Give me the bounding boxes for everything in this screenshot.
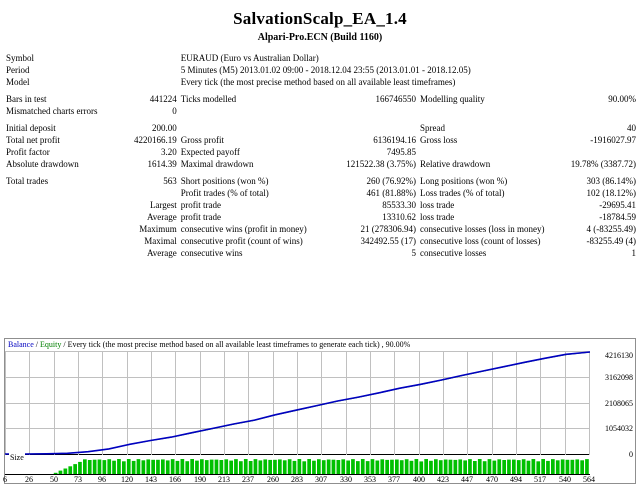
cell: 21 (278306.94) — [360, 224, 417, 234]
chart-plot-area — [5, 351, 590, 455]
table-row — [4, 223, 638, 235]
cell: Average — [146, 212, 177, 222]
cell: consecutive profit (count of wins) — [180, 236, 303, 246]
cell — [418, 105, 546, 117]
table-row — [4, 175, 638, 187]
table-row — [4, 187, 638, 199]
x-tick-label: 26 — [25, 475, 33, 484]
cell: -18784.59 — [599, 212, 636, 222]
cell: 0 — [172, 106, 177, 116]
cell: Loss trades (% of total) — [420, 188, 505, 198]
cell: consecutive wins — [180, 248, 243, 258]
table-row — [4, 64, 638, 76]
cell: 3.20 — [161, 147, 177, 157]
table-row — [4, 158, 638, 170]
table-row — [4, 76, 638, 88]
cell: Absolute drawdown — [6, 159, 79, 169]
cell — [547, 146, 638, 158]
x-tick-label: 307 — [315, 475, 327, 484]
cell: 1614.39 — [147, 159, 177, 169]
cell — [326, 122, 418, 134]
table-row — [4, 211, 638, 223]
x-tick-label: 400 — [413, 475, 425, 484]
x-tick-label: 330 — [340, 475, 352, 484]
y-tick-label: 2108065 — [605, 399, 633, 408]
cell: 102 (18.12%) — [586, 188, 636, 198]
cell: consecutive losses (loss in money) — [420, 224, 545, 234]
x-tick-label: 213 — [218, 475, 230, 484]
table-row — [4, 146, 638, 158]
y-tick-label: 1054032 — [605, 424, 633, 433]
cell: 121522.38 (3.75%) — [346, 159, 417, 169]
cell: Long positions (won %) — [420, 176, 508, 186]
table-row — [4, 93, 638, 105]
balance-equity-chart — [4, 338, 636, 484]
x-tick-label: 494 — [510, 475, 522, 484]
chart-x-axis — [5, 475, 637, 485]
cell: consecutive wins (profit in money) — [180, 224, 307, 234]
cell: -29695.41 — [599, 200, 636, 210]
cell — [547, 105, 638, 117]
cell — [119, 187, 179, 199]
table-row — [4, 247, 638, 259]
cell: Profit trades (% of total) — [180, 188, 269, 198]
cell: Spread — [420, 123, 446, 133]
table-row — [4, 122, 638, 134]
x-tick-label: 166 — [169, 475, 181, 484]
cell: -1916027.97 — [590, 135, 636, 145]
cell: Largest — [149, 200, 177, 210]
cell: 260 (76.92%) — [366, 176, 417, 186]
cell: 4 (-83255.49) — [586, 224, 636, 234]
x-tick-label: 73 — [74, 475, 82, 484]
cell — [179, 105, 326, 117]
cell: Bars in test — [6, 94, 47, 104]
x-tick-label: 377 — [388, 475, 400, 484]
x-tick-label: 120 — [121, 475, 133, 484]
size-axis-label: Size — [10, 453, 24, 462]
cell: 5 — [411, 248, 417, 258]
cell: Gross loss — [420, 135, 458, 145]
cell: Profit factor — [6, 147, 50, 157]
cell — [4, 211, 119, 223]
x-tick-label: 470 — [486, 475, 498, 484]
cell: consecutive losses — [420, 248, 487, 258]
x-tick-label: 6 — [3, 475, 7, 484]
cell: consecutive loss (count of losses) — [420, 236, 541, 246]
cell: Maximal — [144, 236, 177, 246]
x-tick-label: 260 — [267, 475, 279, 484]
cell: Initial deposit — [6, 123, 56, 133]
cell — [418, 146, 546, 158]
table-row — [4, 52, 638, 64]
cell: Average — [146, 248, 177, 258]
report-table — [4, 52, 638, 259]
cell: 342492.55 (17) — [360, 236, 417, 246]
x-tick-label: 564 — [583, 475, 595, 484]
strategy-tester-report — [0, 9, 640, 489]
cell: 40 — [627, 123, 636, 133]
cell — [119, 64, 179, 76]
cell: Maximal drawdown — [180, 159, 254, 169]
cell: 563 — [163, 176, 177, 186]
cell: 5 Minutes (M5) 2013.01.02 09:00 - 2018.12.04 23:55 (2013.01.01 - 2018.12.05) — [180, 65, 471, 75]
cell: Relative drawdown — [420, 159, 491, 169]
cell: 441224 — [149, 94, 177, 104]
cell: 4220166.19 — [134, 135, 177, 145]
x-tick-label: 517 — [534, 475, 546, 484]
legend-equity[interactable]: Equity — [40, 340, 62, 349]
legend-description: Every tick (the most precise method based on all available least timeframes to generate each tick) — [67, 340, 380, 349]
cell — [4, 187, 119, 199]
cell — [4, 199, 119, 211]
cell: Mismatched charts errors — [6, 106, 98, 116]
cell — [326, 105, 418, 117]
cell: 166746550 — [375, 94, 417, 104]
table-row — [4, 134, 638, 146]
cell — [4, 247, 119, 259]
chart-legend — [8, 340, 410, 349]
cell: Model — [6, 77, 30, 87]
cell: 90.00% — [608, 94, 636, 104]
cell: 303 (86.14%) — [586, 176, 636, 186]
lot-size-histogram — [5, 459, 590, 475]
chart-svg — [5, 351, 590, 455]
y-tick-label: 4216130 — [605, 351, 633, 360]
cell — [4, 235, 119, 247]
cell: Total trades — [6, 176, 49, 186]
chart-y-axis — [589, 351, 633, 457]
cell: -83255.49 (4) — [586, 236, 636, 246]
cell: profit trade — [180, 212, 221, 222]
cell: Every tick (the most precise method based on all available least timeframes) — [180, 77, 456, 87]
x-tick-label: 50 — [50, 475, 58, 484]
legend-separator-2: / — [63, 340, 66, 349]
y-tick-label: 3162098 — [605, 373, 633, 382]
report-table-body — [4, 52, 638, 259]
cell: profit trade — [180, 200, 221, 210]
cell: 1 — [631, 248, 636, 258]
cell: 461 (81.88%) — [366, 188, 417, 198]
bars-svg — [5, 459, 590, 475]
table-row — [4, 199, 638, 211]
cell: Gross profit — [180, 135, 225, 145]
y-tick-label: 0 — [629, 450, 633, 459]
x-tick-label: 423 — [437, 475, 449, 484]
cell: 200.00 — [152, 123, 177, 133]
cell: Symbol — [6, 53, 35, 63]
x-tick-label: 447 — [461, 475, 473, 484]
legend-separator: / — [35, 340, 38, 349]
x-tick-label: 237 — [242, 475, 254, 484]
cell: Modelling quality — [420, 94, 485, 104]
legend-balance[interactable]: Balance — [8, 340, 34, 349]
cell — [179, 122, 326, 134]
cell: EURAUD (Euro vs Australian Dollar) — [180, 53, 319, 63]
cell: Ticks modelled — [180, 94, 237, 104]
cell: Expected payoff — [180, 147, 240, 157]
cell: 85533.30 — [382, 200, 417, 210]
cell: Short positions (won %) — [180, 176, 269, 186]
cell: 7495.85 — [386, 147, 417, 157]
x-tick-label: 540 — [559, 475, 571, 484]
x-tick-label: 353 — [364, 475, 376, 484]
x-tick-label: 143 — [145, 475, 157, 484]
x-tick-label: 96 — [98, 475, 106, 484]
page-subtitle: Alpari-Pro.ECN (Build 1160) — [257, 32, 383, 43]
cell — [119, 52, 179, 64]
cell: 6136194.16 — [373, 135, 417, 145]
cell: loss trade — [420, 212, 455, 222]
legend-comma: , — [381, 340, 384, 349]
cell — [4, 223, 119, 235]
page-title: SalvationScalp_EA_1.4 — [233, 9, 407, 28]
x-tick-label: 283 — [291, 475, 303, 484]
x-tick-label: 190 — [194, 475, 206, 484]
cell: Total net profit — [6, 135, 60, 145]
cell: loss trade — [420, 200, 455, 210]
table-row — [4, 235, 638, 247]
cell: Maximum — [139, 224, 177, 234]
table-row — [4, 105, 638, 117]
cell: 13310.62 — [382, 212, 417, 222]
cell — [119, 76, 179, 88]
cell: 19.78% (3387.72) — [570, 159, 636, 169]
cell: Period — [6, 65, 30, 75]
legend-quality: 90.00% — [385, 340, 411, 349]
